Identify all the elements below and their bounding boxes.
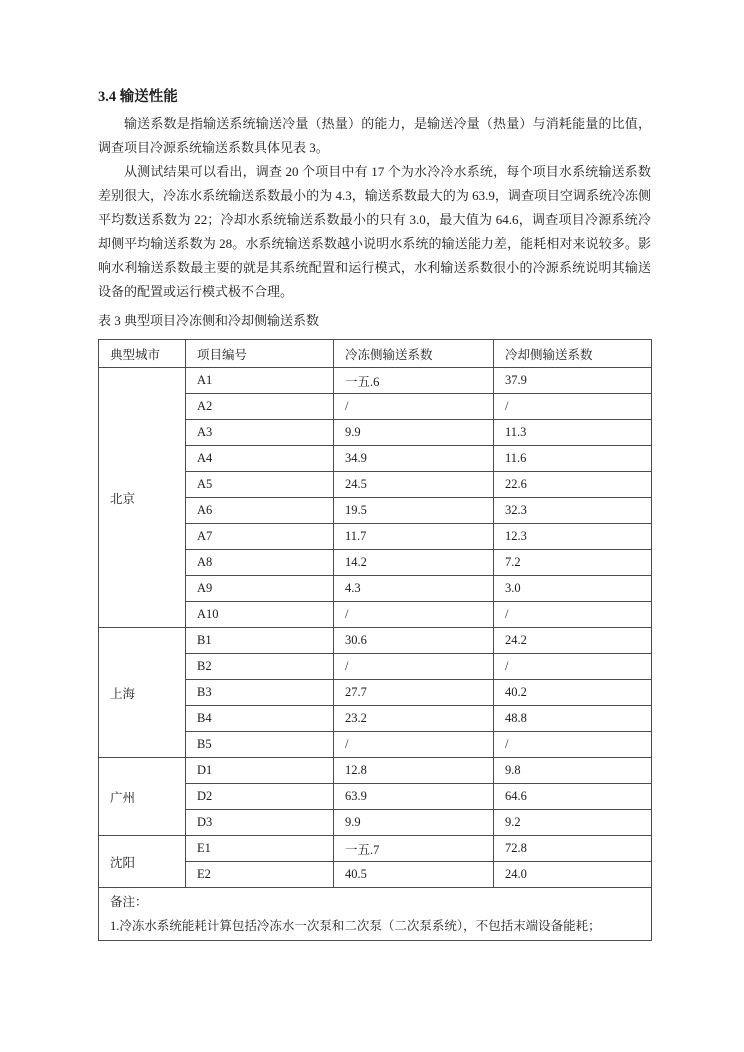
value-cell: / <box>334 394 494 420</box>
paragraph-1: 输送系数是指输送系统输送冷量（热量）的能力，是输送冷量（热量）与消耗能量的比值，调查项目冷源系统输送系数具体见表 3。 <box>98 116 651 155</box>
notes-cell <box>99 888 652 941</box>
table-row <box>99 368 652 394</box>
city-cell: 广州 <box>99 758 186 836</box>
value-cell: 一五.6 <box>334 368 494 394</box>
project-cell: E2 <box>186 862 334 888</box>
value-cell: 64.6 <box>494 784 652 810</box>
project-cell: B4 <box>186 706 334 732</box>
project-cell: A8 <box>186 550 334 576</box>
project-cell: A5 <box>186 472 334 498</box>
table-row <box>99 758 652 784</box>
value-cell: 9.8 <box>494 758 652 784</box>
value-cell: 24.2 <box>494 628 652 654</box>
table-row <box>99 628 652 654</box>
paragraph-2: 从测试结果可以看出，调查 20 个项目中有 17 个为水冷冷水系统，每个项目水系统输送系数差别很大，冷冻水系统输送系数最小的为 4.3，输送系数最大的为 63.9，调查项目空调系统冷冻侧平均数送系数为 22；冷却水系统输送系数最小的只有 3.0，最大值为 64.6，调查项目冷源系统冷却侧平均输送系数为 28。水系统输送系数越小说明水系统的输送能力差，能耗相对来说较多。影响水利输送系数最主要的就是其系统配置和运行模式，水利输送系数很小的冷源系统说明其输送设备的配置或运行模式极不合理。 <box>98 164 651 299</box>
value-cell: 48.8 <box>494 706 652 732</box>
project-cell: B2 <box>186 654 334 680</box>
value-cell: 24.0 <box>494 862 652 888</box>
project-cell: A4 <box>186 446 334 472</box>
project-cell: D1 <box>186 758 334 784</box>
value-cell: / <box>334 654 494 680</box>
project-cell: A6 <box>186 498 334 524</box>
project-cell: D3 <box>186 810 334 836</box>
project-cell: D2 <box>186 784 334 810</box>
value-cell: 14.2 <box>334 550 494 576</box>
table-row <box>99 836 652 862</box>
header-cell-city: 典型城市 <box>99 340 186 368</box>
project-cell: B3 <box>186 680 334 706</box>
value-cell: 19.5 <box>334 498 494 524</box>
notes-item-1: 1.冷冻水系统能耗计算包括冷冻水一次泵和二次泵（二次泵系统），不包括末端设备能耗； <box>110 919 601 933</box>
project-cell: A3 <box>186 420 334 446</box>
value-cell: / <box>494 654 652 680</box>
city-cell: 上海 <box>99 628 186 758</box>
coefficient-table <box>98 339 652 941</box>
value-cell: / <box>334 732 494 758</box>
page-content <box>98 88 651 941</box>
value-cell: / <box>494 602 652 628</box>
value-cell: 37.9 <box>494 368 652 394</box>
table-caption: 表 3 典型项目冷冻侧和冷却侧输送系数 <box>98 313 320 328</box>
header-cell-cooling: 冷却侧输送系数 <box>494 340 652 368</box>
value-cell: 一五.7 <box>334 836 494 862</box>
value-cell: 11.6 <box>494 446 652 472</box>
project-cell: A2 <box>186 394 334 420</box>
city-cell: 北京 <box>99 368 186 628</box>
city-cell: 沈阳 <box>99 836 186 888</box>
project-cell: E1 <box>186 836 334 862</box>
header-cell-project: 项目编号 <box>186 340 334 368</box>
notes-row <box>99 888 652 941</box>
value-cell: 22.6 <box>494 472 652 498</box>
value-cell: 11.7 <box>334 524 494 550</box>
project-cell: A7 <box>186 524 334 550</box>
value-cell: 7.2 <box>494 550 652 576</box>
project-cell: A9 <box>186 576 334 602</box>
value-cell: 4.3 <box>334 576 494 602</box>
value-cell: 40.2 <box>494 680 652 706</box>
value-cell: 3.0 <box>494 576 652 602</box>
value-cell: / <box>494 394 652 420</box>
value-cell: 32.3 <box>494 498 652 524</box>
value-cell: 23.2 <box>334 706 494 732</box>
value-cell: 40.5 <box>334 862 494 888</box>
value-cell: / <box>334 602 494 628</box>
value-cell: 30.6 <box>334 628 494 654</box>
value-cell: 9.9 <box>334 810 494 836</box>
value-cell: 9.2 <box>494 810 652 836</box>
value-cell: 24.5 <box>334 472 494 498</box>
header-cell-chilled: 冷冻侧输送系数 <box>334 340 494 368</box>
value-cell: / <box>494 732 652 758</box>
value-cell: 12.3 <box>494 524 652 550</box>
value-cell: 63.9 <box>334 784 494 810</box>
value-cell: 11.3 <box>494 420 652 446</box>
project-cell: B5 <box>186 732 334 758</box>
value-cell: 12.8 <box>334 758 494 784</box>
value-cell: 72.8 <box>494 836 652 862</box>
project-cell: B1 <box>186 628 334 654</box>
section-title: 3.4 输送性能 <box>98 89 178 105</box>
value-cell: 9.9 <box>334 420 494 446</box>
value-cell: 34.9 <box>334 446 494 472</box>
notes-label: 备注： <box>110 895 148 909</box>
value-cell: 27.7 <box>334 680 494 706</box>
project-cell: A1 <box>186 368 334 394</box>
table-header-row <box>99 340 652 368</box>
project-cell: A10 <box>186 602 334 628</box>
